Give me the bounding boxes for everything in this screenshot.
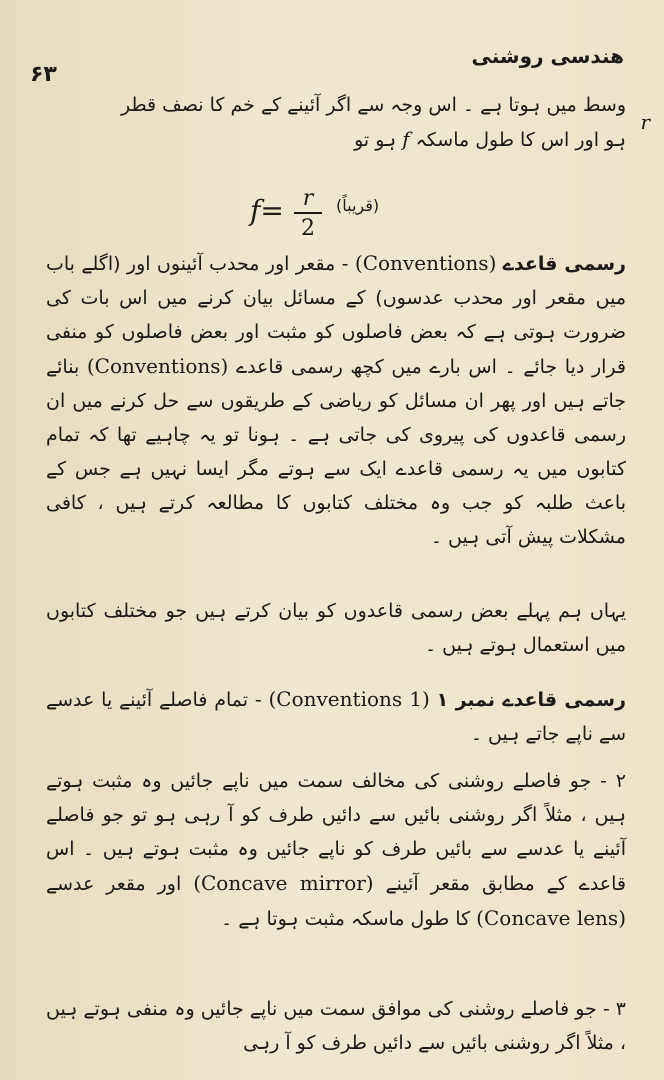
rule-1-heading-english: (Conventions 1) [268, 687, 430, 711]
rule-1-text: - تمام فاصلے آئینے یا عدسے سے ناپے جاتے ہیں ۔ [46, 689, 626, 745]
conventions-heading-english: (Conventions) [354, 251, 497, 275]
rule-3-paragraph [46, 992, 626, 1060]
conventions-text-lead: - مقعر اور محدب آئینوں اور (اگلے باب میں مقعر اور محدب عدسوں) کے مسائل بیان کرنے میں اس بات کی ضرورت ہوتی ہے کہ بعض فاصلوں کو مثبت اور بعض فاصلوں کو منفی قرار دیا جائے ۔ اس بارے میں کچھ رسمی قاعدے [46, 253, 626, 378]
intro-line-2a: ہو اور اس کا طول ماسکہ [415, 129, 626, 151]
page-number: ۶۳ [30, 62, 57, 87]
formula-denominator: 2 [301, 216, 315, 241]
rule-1-heading: رسمی قاعدے نمبر ۱ [436, 689, 626, 711]
conventions-heading: رسمی قاعدے [502, 253, 626, 275]
conventions-english-term: (Conventions) [86, 354, 229, 378]
rule-2-paragraph [46, 764, 626, 936]
focal-length-symbol: f [402, 127, 410, 151]
rules-intro-text: یہاں ہم پہلے بعض رسمی قاعدوں کو بیان کرتے ہیں جو مختلف کتابوں میں استعمال ہوتے ہیں ۔ [46, 600, 626, 656]
rule-3-text: ۳ - جو فاصلے روشنی کی موافق سمت میں ناپے جائیں وہ منفی ہوتے ہیں ، مثلاً اگر روشنی بائیں سے دائیں طرف کو آ رہی [46, 998, 626, 1054]
fraction-bar [294, 212, 322, 214]
rule-1-paragraph [46, 682, 626, 751]
intro-line-2b: ہو تو [354, 129, 397, 151]
intro-line-1: وسط میں ہوتا ہے ۔ اس وجہ سے اگر آئینے کے خم کا نصف قطر [120, 94, 626, 116]
conventions-paragraph [46, 246, 626, 554]
intro-to-rules-paragraph [46, 594, 626, 662]
conventions-text-tail: بنائے جاتے ہیں اور پھر ان مسائل کو ریاضی کے طریقوں سے حل کرنے میں ان رسمی قاعدوں کی پیروی کی جاتی ہے ۔ ہونا تو یہ چاہیے تھا کہ تمام کتابوں میں یہ رسمی قاعدے ایک سے ہوتے مگر ایسا نہیں ہے جس کے باعث طلبہ کو جب وہ مختلف کتابوں کا مطالعہ کرتے ہیں ، کافی مشکلات پیش آتی ہیں ۔ [46, 356, 626, 548]
rule-2-text-mid: اور مقعر عدسے [46, 873, 182, 895]
rule-2-text-lead: ۲ - جو فاصلے روشنی کی مخالف سمت میں ناپے جائیں وہ مثبت ہوتے ہیں ، مثلاً اگر روشنی بائیں سے دائیں طرف کو آ رہی ہو تو جو فاصلے آئینے یا عدسے سے بائیں طرف کو ناپے جائیں وہ مثبت ہوتے ہیں ۔ اس قاعدے کے مطابق مقعر آئینے [46, 770, 627, 895]
focal-length-formula [250, 186, 430, 246]
concave-mirror-term: (Concave mirror) [193, 871, 374, 895]
formula-note: (قریباً) [336, 196, 380, 215]
margin-symbol: r [640, 110, 650, 134]
running-header-title: هندسی روشنی [471, 44, 624, 68]
concave-lens-term: (Concave lens) [476, 906, 626, 930]
intro-paragraph [46, 88, 626, 157]
formula-fraction [294, 186, 322, 240]
rule-2-text-tail: کا طول ماسکہ مثبت ہوتا ہے ۔ [221, 908, 471, 930]
formula-lhs: f= [250, 194, 284, 227]
formula-numerator: r [302, 186, 314, 211]
